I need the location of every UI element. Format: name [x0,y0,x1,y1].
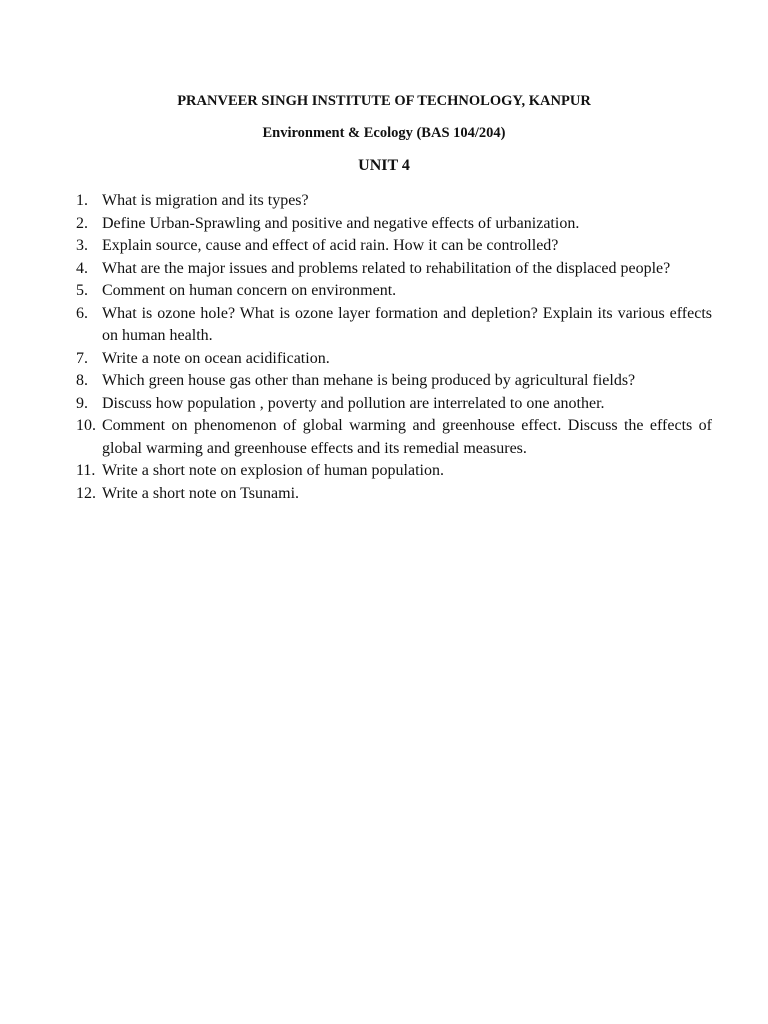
question-item [76,348,712,371]
question-item [76,415,712,460]
question-number: 11. [76,462,96,479]
question-number: 6. [76,304,88,322]
question-text: Write a short note on explosion of human population. [102,462,444,479]
question-item [76,235,712,258]
question-item [76,190,712,213]
question-text: Comment on human concern on environment. [102,282,397,299]
question-item [76,483,712,506]
question-item [76,258,712,281]
question-number: 12. [76,484,96,502]
question-text: What are the major issues and problems related to rehabilitation of the displaced people? [102,259,671,277]
question-item [76,280,712,303]
question-text: Write a short note on Tsunami. [102,484,300,502]
question-text: Define Urban-Sprawling and positive and negative effects of urbanization. [102,214,580,232]
question-item [76,370,712,393]
course-title: Environment & Ecology (BAS 104/204) [262,125,506,141]
unit-heading: UNIT 4 [358,157,410,174]
question-item [76,213,712,236]
question-number: 2. [76,214,88,232]
question-item [76,393,712,416]
question-number: 5. [76,282,88,299]
question-text: What is ozone hole? What is ozone layer formation and depletion? Explain its various effects on human health. [102,304,712,344]
question-list [76,190,712,505]
question-text: Explain source, cause and effect of acid rain. How it can be controlled? [102,237,559,254]
question-text: Discuss how population , poverty and pollution are interrelated to one another. [102,394,605,412]
question-item [76,303,712,348]
institute-title: PRANVEER SINGH INSTITUTE OF TECHNOLOGY, KANPUR [177,93,591,109]
question-number: 10. [76,417,96,434]
question-text: Comment on phenomenon of global warming and greenhouse effect. Discuss the effects of global warming and greenhouse effects and its remedial measures. [102,417,712,457]
question-number: 9. [76,394,88,412]
question-number: 7. [76,349,88,367]
question-number: 4. [76,259,88,277]
question-number: 3. [76,237,88,254]
question-item [76,460,712,483]
question-number: 8. [76,372,88,389]
question-text: Write a note on ocean acidification. [102,349,330,367]
question-text: Which green house gas other than mehane is being produced by agricultural fields? [102,372,636,389]
question-number: 1. [76,192,88,209]
question-text: What is migration and its types? [102,192,309,209]
